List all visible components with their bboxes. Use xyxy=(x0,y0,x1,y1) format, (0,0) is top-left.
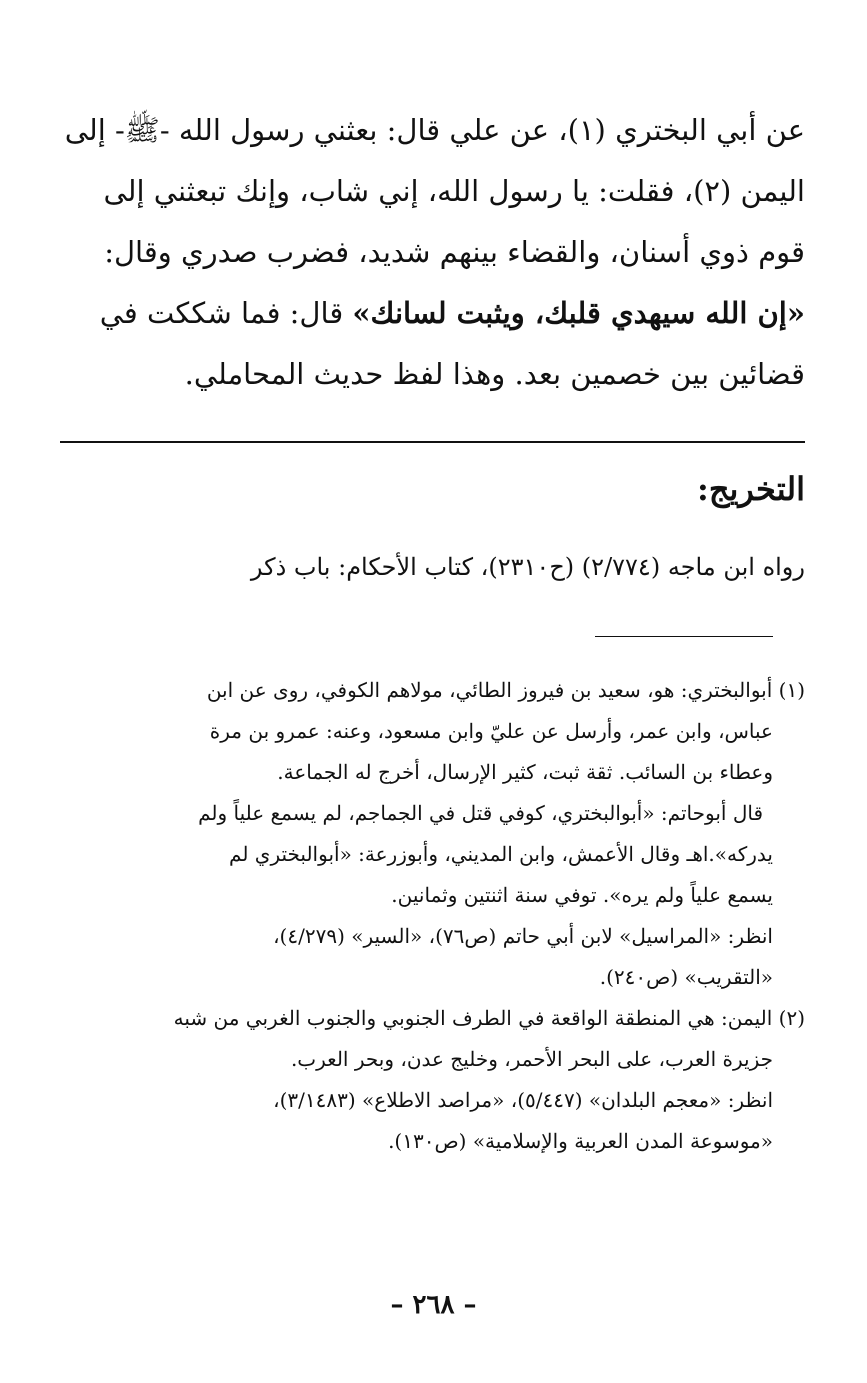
footnote-line: (١) أبوالبختري: هو، سعيد بن فيروز الطائي، مولاهم الكوفي، روى عن ابن xyxy=(206,678,805,702)
main-text-line: اليمن (٢)، فقلت: يا رسول الله، إني شاب، وإنك تبعثني إلى xyxy=(103,174,805,208)
section-divider xyxy=(60,441,805,443)
footnote-line: «التقريب» (ص٢٤٠). xyxy=(599,965,773,989)
footnote-line: انظر: «معجم البلدان» (٥/٤٤٧)، «مراصد الاطلاع» (٣/١٤٨٣)، xyxy=(273,1088,773,1112)
footnote-line: جزيرة العرب، على البحر الأحمر، وخليج عدن، وبحر العرب. xyxy=(290,1047,773,1071)
main-text-line-rest: قال: فما شككت في xyxy=(99,296,353,330)
main-text-line: قوم ذوي أسنان، والقضاء بينهم شديد، فضرب صدري وقال: xyxy=(104,235,805,269)
footnote-line: عباس، وابن عمر، وأرسل عن عليّ وابن مسعود، وعنه: عمرو بن مرة xyxy=(209,719,773,743)
footnote-line: وعطاء بن السائب. ثقة ثبت، كثير الإرسال، أخرج له الجماعة. xyxy=(277,760,773,784)
footnote-2 xyxy=(60,998,805,1162)
takhrij-text: رواه ابن ماجه (٢/٧٧٤) (ح٢٣١٠)، كتاب الأحكام: باب ذكر xyxy=(250,553,805,581)
hadith-quote: «إن الله سيهدي قلبك، ويثبت لسانك» xyxy=(352,296,805,330)
main-text-line: قضائين بين خصمين بعد. وهذا لفظ حديث المحاملي. xyxy=(184,357,805,391)
footnote-line: قال أبوحاتم: «أبوالبختري، كوفي قتل في الجماجم، لم يسمع علياً ولم xyxy=(198,801,763,825)
takhrij-heading: التخريج: xyxy=(697,470,805,508)
main-text-line: عن أبي البختري (١)، عن علي قال: بعثني رسول الله -ﷺ- إلى xyxy=(64,113,805,147)
footnote-line: «موسوعة المدن العربية والإسلامية» (ص١٣٠). xyxy=(388,1129,773,1153)
footnote-line: يدركه».اهـ وقال الأعمش، وابن المديني، وأبوزرعة: «أبوالبختري لم xyxy=(229,842,773,866)
main-text-line xyxy=(60,283,805,344)
main-text-body xyxy=(60,100,805,405)
page-number: – ٢٦٨ – xyxy=(390,1290,477,1320)
footnote-line: انظر: «المراسيل» لابن أبي حاتم (ص٧٦)، «السير» (٤/٢٧٩)، xyxy=(273,924,773,948)
footnotes xyxy=(60,670,805,1162)
footnote-1 xyxy=(60,670,805,998)
footnote-line: يسمع علياً ولم يره». توفي سنة اثنتين وثمانين. xyxy=(391,883,773,907)
footnote-line: (٢) اليمن: هي المنطقة الواقعة في الطرف الجنوبي والجنوب الغربي من شبه xyxy=(173,1006,805,1030)
footnote-separator xyxy=(595,636,773,637)
